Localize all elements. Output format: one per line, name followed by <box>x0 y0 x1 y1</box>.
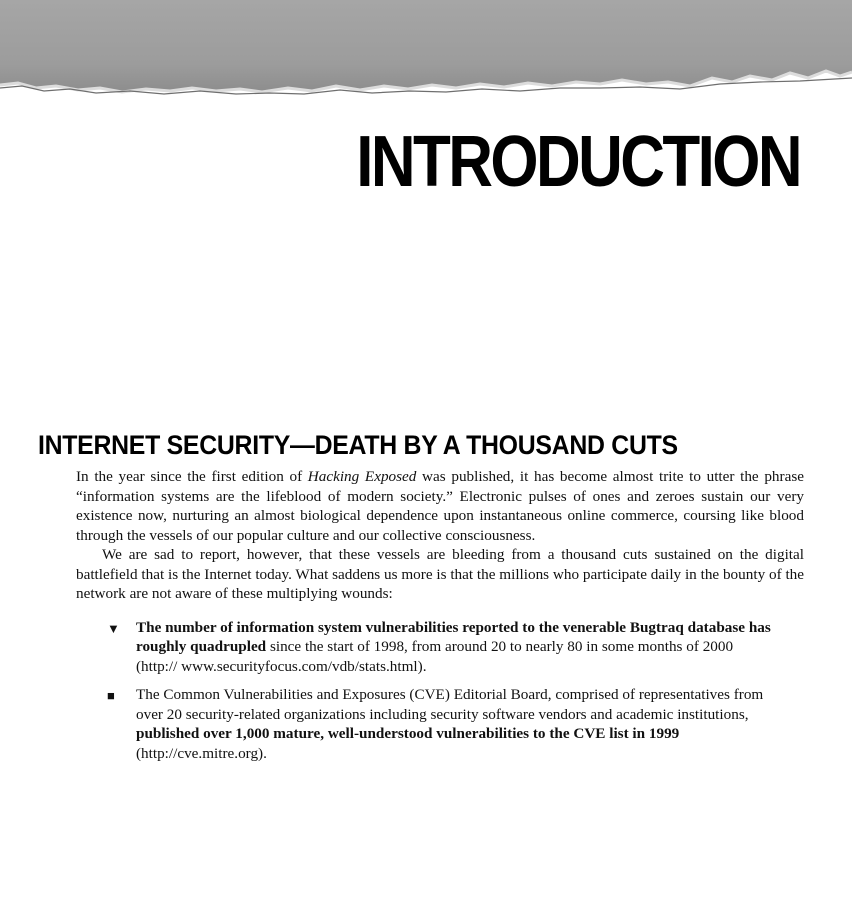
torn-paper-header <box>0 0 852 110</box>
triangle-bullet-icon: ▼ <box>107 620 120 636</box>
body-text <box>76 467 804 772</box>
square-bullet-icon: ■ <box>107 688 115 703</box>
list-item: ■ The Common Vulnerabilities and Exposures (CVE) Editorial Board, comprised of representatives from over 20 security-related organizations including security software vendors and academic institutions, published over 1,000 mature, well-understood vulnerabilities to the CVE list in 1999 (http://cve.mitre.org). <box>107 686 764 762</box>
bullet-list <box>76 618 804 764</box>
chapter-title: INTRODUCTION <box>356 122 800 202</box>
intro-paragraph: In the year since the first edition of Hacking Exposed was published, it has become almost trite to utter the phrase “information systems are the lifeblood of modern society.” Electronic pulses of ones and zeroes sustain our very existence now, nurturing an almost biological dependence upon instantaneous online commerce, coursing like blood through the vessels of our popular culture and our collective consciousness. <box>76 468 804 544</box>
section-heading: INTERNET SECURITY—DEATH BY A THOUSAND CUTS <box>38 430 678 460</box>
book-title: Hacking Exposed <box>307 468 417 485</box>
second-paragraph: We are sad to report, however, that these vessels are bleeding from a thousand cuts sustained on the digital battlefield that is the Internet today. What saddens us more is that the millions who participate daily in the bounty of the network are not aware of these multiplying wounds: <box>76 546 804 602</box>
list-item: ▼ The number of information system vulnerabilities reported to the venerable Bugtraq database has roughly quadrupled since the start of 1998, from around 20 to nearly 80 in some months of 2000 (http:// www.securityfocus.com/vdb/stats.html). <box>107 618 771 675</box>
